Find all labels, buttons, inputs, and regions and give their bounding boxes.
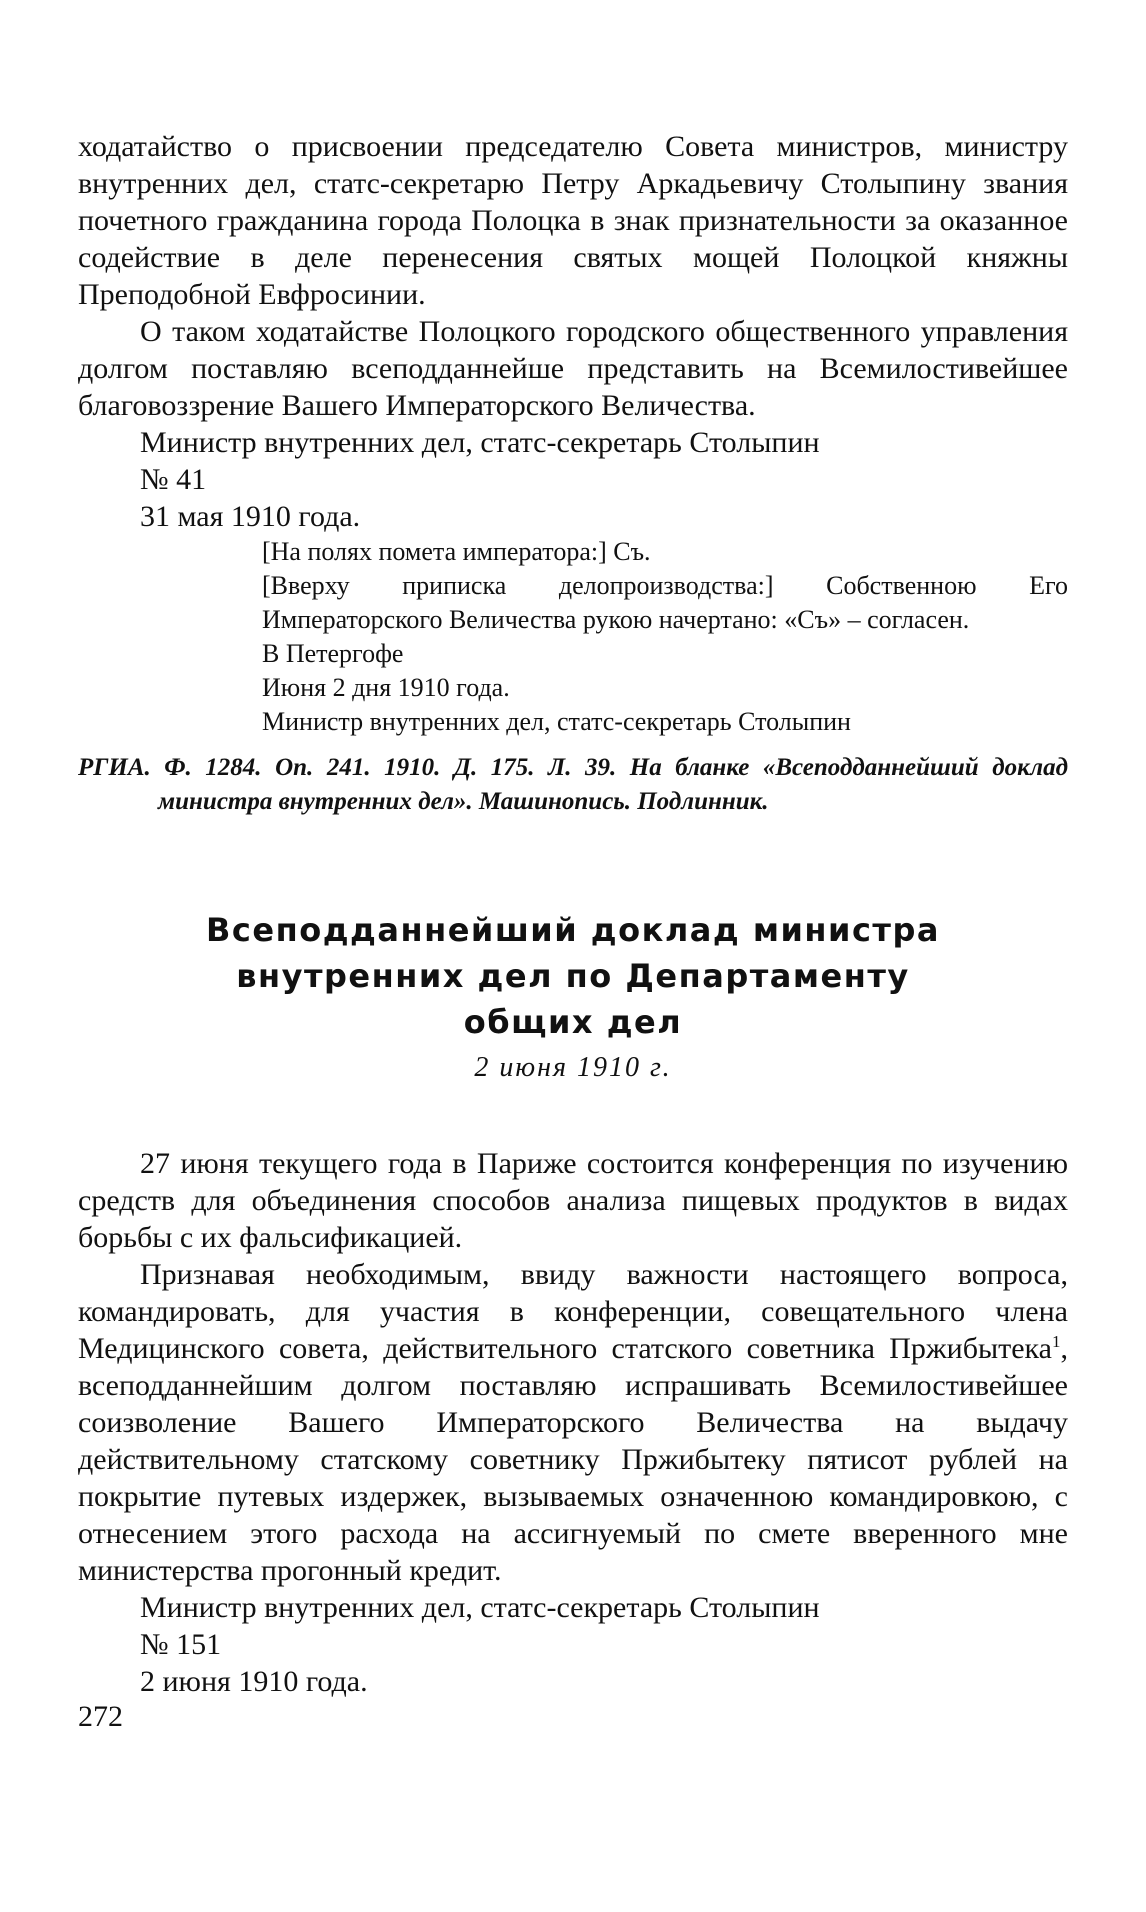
doc1-paragraph-1: ходатайство о присвоении председателю Совета министров, министру внутренних дел, статс-секретарю Петру Аркадьевичу Столыпину звания почетного гражданина города Полоцка в знак признательности за оказанное содействие в деле перенесения святых мощей Полоцкой княжны Преподобной Евфросинии. [78, 130, 1068, 311]
page-content [78, 128, 1068, 1700]
doc2-heading-line-3: общих дел [463, 1003, 683, 1041]
doc2-date: 2 июня 1910 г. [474, 1052, 672, 1083]
doc2-paragraph-1: 27 июня текущего года в Париже состоится конференция по изучению средств для объединения способов анализа пищевых продуктов в видах борьбы с их фальсификацией. [78, 1147, 1068, 1254]
section-spacer [78, 1085, 1068, 1145]
doc2-number: № 151 [140, 1628, 222, 1661]
doc1-note-top: [Вверху приписка делопроизводства:] Собственною Его Императорского Величества рукою начертано: «Съ» – согласен. [262, 571, 1068, 634]
doc1-date: 31 мая 1910 года. [140, 500, 361, 533]
doc1-number: № 41 [140, 463, 207, 496]
doc1-archive-source: РГИА. Ф. 1284. Оп. 241. 1910. Д. 175. Л. 39. На бланке «Всеподданнейший доклад министра внутренних дел». Машинопись. Подлинник. [78, 754, 1068, 815]
doc2-paragraph-2 [78, 1256, 1068, 1589]
doc1-note-place: В Петергофе [262, 639, 404, 668]
doc1-signature: Министр внутренних дел, статс-секретарь Столыпин [140, 426, 820, 459]
doc2-heading-line-2: внутренних дел по Департаменту [236, 957, 910, 995]
doc1-note-signature: Министр внутренних дел, статс-секретарь Столыпин [262, 707, 851, 736]
page-number: 272 [78, 1700, 123, 1733]
doc2-heading-line-1: Всеподданнейший доклад министра [206, 911, 940, 949]
doc2-paragraph-2-part-1: Признавая необходимым, ввиду важности настоящего вопроса, командировать, для участия в конференции, совещательного члена Медицинского совета, действительного статского советника Пржибытека [78, 1258, 1068, 1365]
footnote-reference: 1 [1052, 1332, 1061, 1351]
doc1-notes [262, 535, 1068, 739]
doc1-paragraph-2: О таком ходатайстве Полоцкого городского общественного управления долгом поставляю всеподданнейше представить на Всемилостивейшее благовоззрение Вашего Императорского Величества. [78, 315, 1068, 422]
doc2-paragraph-2-part-2: , всеподданнейшим долгом поставляю испрашивать Всемилостивейшее соизволение Вашего Императорского Величества на выдачу действительному статскому советнику Пржибытеку пятисот рублей на покрытие путевых издержек, вызываемых означенною командировкою, с отнесением этого расхода на ассигнуемый по смете вверенного мне министерства прогонный кредит. [78, 1332, 1068, 1587]
doc2-heading [78, 907, 1068, 1045]
doc2-closing-date: 2 июня 1910 года. [140, 1665, 368, 1698]
doc2-signature: Министр внутренних дел, статс-секретарь Столыпин [140, 1591, 820, 1624]
doc1-note-date: Июня 2 дня 1910 года. [262, 673, 510, 702]
doc1-note-margin: [На полях помета императора:] Съ. [262, 537, 651, 566]
